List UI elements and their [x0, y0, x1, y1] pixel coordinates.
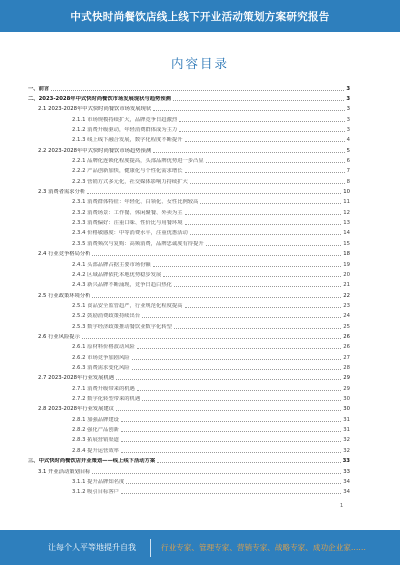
toc-entry-text: 2.8.2 强化产品创新 [72, 427, 119, 434]
toc-leader-dots [137, 390, 341, 391]
toc-entry-page: 8 [346, 178, 350, 185]
toc-entry[interactable] [28, 436, 350, 444]
document-footer [0, 530, 400, 565]
toc-entry[interactable] [28, 374, 350, 382]
footer-experts: 行业专家、管理专家、营销专家、战略专家、成功企业家…… [161, 543, 367, 552]
toc-entry[interactable] [28, 457, 350, 465]
toc-entry-page: 18 [343, 251, 350, 258]
toc-leader-dots [174, 286, 341, 287]
toc-entry-text: 2.4 行业竞争格局分析 [38, 251, 91, 258]
toc-leader-dots [132, 369, 342, 370]
toc-entry-page: 26 [343, 333, 350, 340]
toc-entry-page: 19 [343, 261, 350, 268]
toc-entry-page: 3 [346, 95, 350, 102]
toc-entry-page: 13 [343, 220, 350, 227]
toc-leader-dots [185, 141, 345, 142]
toc-entry-page: 21 [343, 282, 350, 289]
toc-leader-dots [92, 473, 341, 474]
toc-leader-dots [142, 317, 341, 318]
toc-leader-dots [200, 203, 341, 204]
toc-entry[interactable] [28, 260, 350, 268]
toc-entry-text: 2.2.2 产品创新加快，健康化与个性化需求增长 [72, 168, 183, 175]
toc-leader-dots [163, 276, 341, 277]
toc-entry[interactable] [28, 208, 350, 216]
toc-entry-text: 2.3.1 消费群体特征：年轻化、白领化、女性比例较高 [72, 199, 199, 206]
toc-entry-page: 34 [343, 478, 350, 485]
toc-entry-page: 34 [343, 489, 350, 496]
toc-leader-dots [121, 421, 341, 422]
document-header [0, 0, 400, 32]
toc-leader-dots [126, 483, 341, 484]
toc-entry[interactable] [28, 105, 350, 113]
page-number: 1 [340, 503, 344, 509]
toc-entry-page: 24 [343, 313, 350, 320]
toc-entry[interactable] [28, 239, 350, 247]
toc-entry-page: 30 [343, 396, 350, 403]
toc-entry-text: 2.4.3 新兴品牌不断涌现，竞争日趋白热化 [72, 282, 172, 289]
toc-entry-text: 2.8.3 拓展营销渠道 [72, 437, 119, 444]
toc-entry-text: 3.1.2 吸引目标客户 [72, 489, 119, 496]
toc-entry-text: 2.2 2023-2028年中式快时尚餐饮市场趋势预测 [38, 147, 152, 154]
toc-leader-dots [153, 266, 342, 267]
toc-entry-text: 2.3.3 消费偏好：注重口味、性价比与用餐环境 [72, 220, 183, 227]
toc-entry[interactable] [28, 312, 350, 320]
toc-entry-page: 28 [343, 365, 350, 372]
toc-leader-dots [121, 452, 341, 453]
toc-entry-page: 31 [343, 427, 350, 434]
toc-entry[interactable] [28, 146, 350, 154]
toc-entry[interactable] [28, 270, 350, 278]
toc-leader-dots [153, 110, 344, 111]
toc-entry-page: 27 [343, 354, 350, 361]
toc-entry-page: 32 [343, 447, 350, 454]
toc-entry-text: 2.5 行业政策环境分析 [38, 292, 91, 299]
toc-entry[interactable] [28, 84, 350, 92]
toc-entry[interactable] [28, 446, 350, 454]
toc-entry[interactable] [28, 198, 350, 206]
footer-slogan: 让每个人平等地提升自我 [48, 543, 136, 552]
toc-entry[interactable] [28, 281, 350, 289]
toc-entry-text: 2.6 行业风险提示 [38, 333, 80, 340]
toc-entry[interactable] [28, 136, 350, 144]
toc-entry-page: 15 [343, 240, 350, 247]
toc-entry[interactable] [28, 229, 350, 237]
toc-entry[interactable] [28, 301, 350, 309]
toc-entry-text: 3.1.1 提升品牌知名度 [72, 478, 125, 485]
toc-leader-dots [137, 348, 341, 349]
toc-entry[interactable] [28, 332, 350, 340]
toc-leader-dots [206, 162, 345, 163]
toc-title: 内容目录 [170, 56, 229, 71]
toc-entry-text: 2.5.2 鼓励消费政策持续出台 [72, 313, 141, 320]
toc-leader-dots [185, 224, 342, 225]
toc-entry-page: 3 [346, 106, 350, 113]
toc-leader-dots [92, 297, 341, 298]
toc-entry-text: 2.5.3 数字经济政策推动餐饮业数字化转型 [72, 323, 172, 330]
toc-entry[interactable] [28, 250, 350, 258]
toc-leader-dots [82, 338, 341, 339]
toc-entry-text: 2.2.3 营销方式多元化，社交媒体影响力持续扩大 [72, 178, 188, 185]
toc-entry-page: 10 [343, 189, 350, 196]
toc-entry-text: 3.1 开业活动策划目标 [38, 468, 91, 475]
toc-entry-page: 25 [343, 323, 350, 330]
toc-leader-dots [173, 100, 344, 101]
toc-leader-dots [121, 431, 341, 432]
toc-entry-text: 2.4.2 区域品牌依托本地优势稳步发展 [72, 271, 162, 278]
toc-entry-page: 12 [343, 209, 350, 216]
toc-leader-dots [185, 307, 342, 308]
toc-leader-dots [116, 410, 341, 411]
toc-entry-page: 33 [342, 458, 350, 465]
toc-entry-page: 33 [343, 468, 350, 475]
toc-leader-dots [206, 245, 342, 246]
toc-entry-text: 2.2.1 品牌化连锁化程度提高，头部品牌优势进一步凸显 [72, 158, 204, 165]
toc-leader-dots [51, 90, 344, 91]
toc-entry-page: 23 [343, 302, 350, 309]
toc-entry-text: 2.7.2 数字化转型带来的机遇 [72, 396, 141, 403]
toc-leader-dots [153, 152, 344, 153]
toc-entry-page: 3 [346, 116, 350, 123]
toc-entry[interactable] [28, 395, 350, 403]
toc-leader-dots [121, 441, 341, 442]
toc-entry-text: 2.8.1 加强品牌建设 [72, 416, 119, 423]
toc-entry-text: 2.6.3 消费需求变化风险 [72, 365, 130, 372]
toc-leader-dots [190, 234, 341, 235]
toc-entry[interactable] [28, 384, 350, 392]
toc-entry-page: 22 [343, 292, 350, 299]
toc-entry[interactable] [28, 219, 350, 227]
toc-entry[interactable] [28, 94, 350, 102]
toc-entry-text: 2.7 2023-2028年行业发展机遇 [38, 375, 115, 382]
toc-leader-dots [157, 462, 340, 463]
toc-entry-page: 20 [343, 271, 350, 278]
toc-entry[interactable] [28, 156, 350, 164]
toc-entry-text: 2.7.1 消费升级带来的机遇 [72, 385, 135, 392]
toc-entry-page: 4 [346, 137, 350, 144]
toc-leader-dots [87, 193, 341, 194]
toc-leader-dots [179, 121, 344, 122]
toc-entry-text: 2.3.5 消费频次与复购：高频消费，品牌忠诚度有待提升 [72, 240, 204, 247]
toc-entry-page: 31 [343, 416, 350, 423]
toc-entry-text: 2.5.1 食品安全监管趋严，行业规范化程度提高 [72, 302, 183, 309]
toc-entry-text: 2.3.4 价格敏感度：中等消费水平，注重优惠活动 [72, 230, 188, 237]
toc-entry-page: 29 [343, 385, 350, 392]
toc-entry[interactable] [28, 343, 350, 351]
toc-entry[interactable] [28, 477, 350, 485]
toc-entry[interactable] [28, 167, 350, 175]
toc-entry-text: 2.1.1 市场规模持续扩大，品牌竞争日趋激烈 [72, 116, 178, 123]
toc-entry-page: 3 [346, 85, 350, 92]
toc-entry-text: 2.3 消费者需求分析 [38, 189, 86, 196]
toc-entry-page: 29 [343, 375, 350, 382]
toc-entry[interactable] [28, 415, 350, 423]
toc-entry-text: 2.3.2 消费场景：工作餐、休闲聚餐、外卖为主 [72, 209, 183, 216]
toc-entry[interactable] [28, 488, 350, 496]
toc-entry-text: 2.6.2 市场竞争加剧风险 [72, 354, 130, 361]
toc-leader-dots [121, 493, 341, 494]
toc-entry-text: 2.8 2023-2028年行业发展建议 [38, 406, 115, 413]
toc-entry-page: 26 [343, 344, 350, 351]
toc-leader-dots [185, 214, 342, 215]
toc-entry[interactable] [28, 322, 350, 330]
toc-entry-text: 2.1.2 消费升级驱动，年轻消费群体成为主力 [72, 126, 178, 133]
toc-entry[interactable] [28, 353, 350, 361]
toc-entry[interactable] [28, 115, 350, 123]
toc-entry-text: 三、中式快时尚餐饮店开业策划——线上线下活动方案 [28, 458, 156, 465]
toc-entry-text: 2.8.4 提升运营效率 [72, 447, 119, 454]
toc-entry[interactable] [28, 363, 350, 371]
toc-entry-text: 2.1.3 线上线下融合发展，数字化程度不断提升 [72, 137, 183, 144]
toc-entry[interactable] [28, 291, 350, 299]
toc-entry-text: 二、2023-2028年中式快时尚餐饮市场发展现状与趋势预测 [28, 95, 171, 102]
toc-entry-page: 3 [346, 126, 350, 133]
toc-entry-text: 一、前言 [28, 85, 50, 92]
toc-entry-text: 2.6.1 原材料价格波动风险 [72, 344, 135, 351]
toc-entry-page: 6 [346, 158, 350, 165]
toc-entry-page: 5 [346, 147, 350, 154]
toc-leader-dots [174, 328, 341, 329]
toc-entry-page: 11 [343, 199, 350, 206]
toc-entry[interactable] [28, 405, 350, 413]
toc-leader-dots [179, 131, 344, 132]
toc-leader-dots [142, 400, 341, 401]
report-title: 中式快时尚餐饮店线上线下开业活动策划方案研究报告 [70, 10, 330, 23]
toc-entry-text: 2.4.1 头部品牌占据主要市场份额 [72, 261, 151, 268]
toc-leader-dots [190, 183, 345, 184]
toc-entry[interactable] [28, 467, 350, 475]
toc-entry[interactable] [28, 177, 350, 185]
toc-entry-page: 7 [346, 168, 350, 175]
toc-entry-page: 14 [343, 230, 350, 237]
footer-divider [150, 539, 151, 557]
toc-entry-page: 32 [343, 437, 350, 444]
toc-entry-page: 30 [343, 406, 350, 413]
toc-entry[interactable] [28, 125, 350, 133]
toc-leader-dots [92, 255, 341, 256]
toc-leader-dots [185, 172, 345, 173]
toc-entry[interactable] [28, 188, 350, 196]
toc-leader-dots [116, 379, 341, 380]
toc-leader-dots [132, 359, 342, 360]
toc-entry-text: 2.1 2023-2028年中式快时尚餐饮市场发展现状 [38, 106, 152, 113]
toc-entry[interactable] [28, 426, 350, 434]
